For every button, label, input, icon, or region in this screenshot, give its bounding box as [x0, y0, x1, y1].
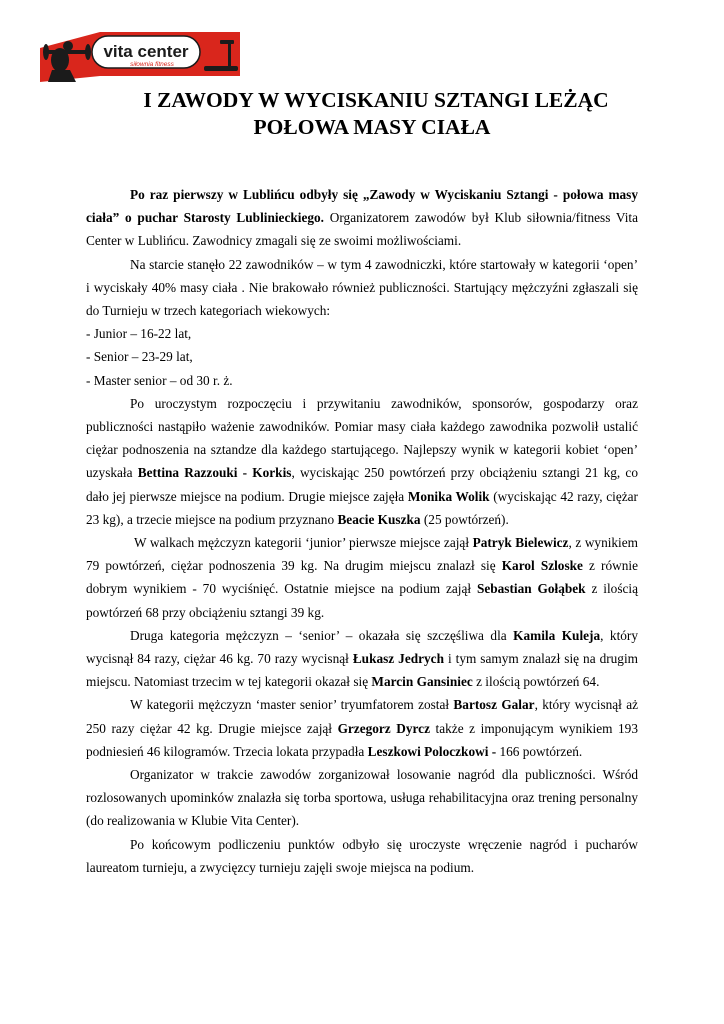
bold-text: Bettina Razzouki - Korkis [137, 465, 292, 481]
paragraph [86, 253, 638, 323]
bold-text: Sebastian Gołąbek [476, 581, 586, 597]
bold-text: Leszkowi Poloczkowi - [367, 743, 497, 759]
paragraph [86, 763, 638, 833]
vita-center-logo [40, 26, 240, 90]
text-run: Po uroczystym rozpoczęciu i przywitaniu zawodników, sponsorów, gospodarzy oraz publiczności nastąpiło ważenie zawodników. Pomiar masy ciała każdego zawodnika pozwolił ustalić ciężar podnoszenia na sztandze dla każdego startującego. Najlepszy wynik w kategorii kobiet ‘open’ uzyskała [86, 395, 638, 481]
text-run: Organizator w trakcie zawodów zorganizował losowanie nagród dla publiczności. Wśród rozlosowanych upominków znalazła się torba sportowa, usługa rehabilitacyjna oraz trening personalny (do realizowania w Klubie Vita Center). [86, 767, 638, 829]
bold-text: Karol Szloske [501, 558, 583, 574]
bold-text: Grzegorz Dyrcz [337, 720, 430, 736]
text-run: i tym samym znalazł się na drugim miejscu. Natomiast trzecim w tej kategorii okazał się [86, 651, 638, 690]
text-run: - Junior – 16-22 lat, [86, 326, 192, 342]
text-run: 166 powtórzeń. [496, 743, 583, 759]
bold-text: Marcin Gansiniec [371, 674, 473, 690]
text-run: , z wynikiem 79 powtórzeń, ciężar podnoszenia 39 kg. Na drugim miejscu znalazł się [86, 535, 638, 574]
bold-text: Bartosz Galar [453, 697, 535, 713]
bold-text: Po raz pierwszy w Lublińcu odbyły się „Zawody w Wyciskaniu Sztangi - połowa masy ciała” o puchar Starosty Lublinieckiego. [86, 187, 638, 226]
paragraph [86, 183, 638, 253]
text-run: , który wycisnął aż 250 razy ciężar 42 kg. Drugie miejsce zajął [86, 697, 638, 736]
text-run: z równie dobrym wynikiem - 70 wyciśnięć. Ostatnie miejsce na podium zajął [86, 558, 638, 597]
logo-tagline: siłownia fitness [130, 61, 174, 68]
document-title-line-2: POŁOWA MASY CIAŁA [253, 115, 491, 139]
paragraph [86, 392, 638, 531]
text-run: , wyciskając 250 powtórzeń przy obciążeniu sztangi 21 kg, co dało jej pierwsze miejsce na podium. Drugie miejsce zajęła [86, 465, 638, 504]
text-run: W walkach mężczyzn kategorii ‘junior’ pierwsze miejsce zajął [134, 535, 473, 551]
text-run: (wyciskając 42 razy, ciężar 23 kg), a trzecie miejsce na podium przyznano [86, 488, 638, 527]
logo-url: www.vitacenter.pl [124, 77, 176, 84]
text-run: Druga kategoria mężczyzn – ‘senior’ – okazała się szczęśliwa dla [130, 627, 514, 643]
paragraph [86, 833, 638, 879]
list-item [86, 345, 638, 368]
text-run: (25 powtórzeń). [420, 511, 509, 527]
text-run: , który wycisnął 84 razy, ciężar 46 kg. 70 razy wycisnął [86, 627, 638, 667]
text-run: W kategorii mężczyzn ‘master senior’ tryumfatorem został [130, 697, 454, 713]
bold-text: Patryk Bielewicz [472, 535, 569, 551]
text-run: Organizatorem zawodów był Klub siłownia/fitness Vita Center w Lublińcu. Zawodnicy zmagali się ze swoimi możliwościami. [86, 210, 639, 249]
paragraph [86, 531, 638, 624]
text-run: Po końcowym podliczeniu punktów odbyło się uroczyste wręczenie nagród i pucharów laureatom turnieju, a zwycięzcy turnieju zajęli swoje miejsca na podium. [86, 836, 638, 875]
article-body [86, 183, 638, 879]
list-item [86, 369, 638, 392]
bold-text: Kamila Kuleja [513, 627, 601, 643]
paragraph [86, 624, 638, 694]
text-run: z ilością powtórzeń 64. [472, 674, 600, 690]
text-run: - Master senior – od 30 r. ż. [86, 372, 233, 388]
bold-text: Beacie Kuszka [337, 511, 421, 527]
text-run: z ilością powtórzeń 68 przy obciążeniu sztangi 39 kg. [86, 581, 638, 620]
logo-graphic [40, 26, 240, 90]
logo-brand: vita center [103, 42, 189, 61]
text-run: także z imponującym wynikiem 193 podniesień 46 kilogramów. Trzecia lokata przypadła [86, 720, 638, 759]
paragraph [86, 693, 638, 763]
bold-text: Monika Wolik [407, 488, 490, 504]
document-title-line-1: I ZAWODY W WYCISKANIU SZTANGI LEŻĄC [143, 88, 609, 112]
text-run: Na starcie stanęło 22 zawodników – w tym 4 zawodniczki, które startowały w kategorii ‘open’ i wyciskały 40% masy ciała . Nie brakowało również publiczności. Startujący mężczyźni zgłaszali się do Turnieju w trzech kategoriach wiekowych: [86, 256, 638, 319]
bold-text: Łukasz Jedrych [352, 651, 444, 667]
list-item [86, 322, 638, 345]
text-run: - Senior – 23-29 lat, [86, 349, 193, 365]
